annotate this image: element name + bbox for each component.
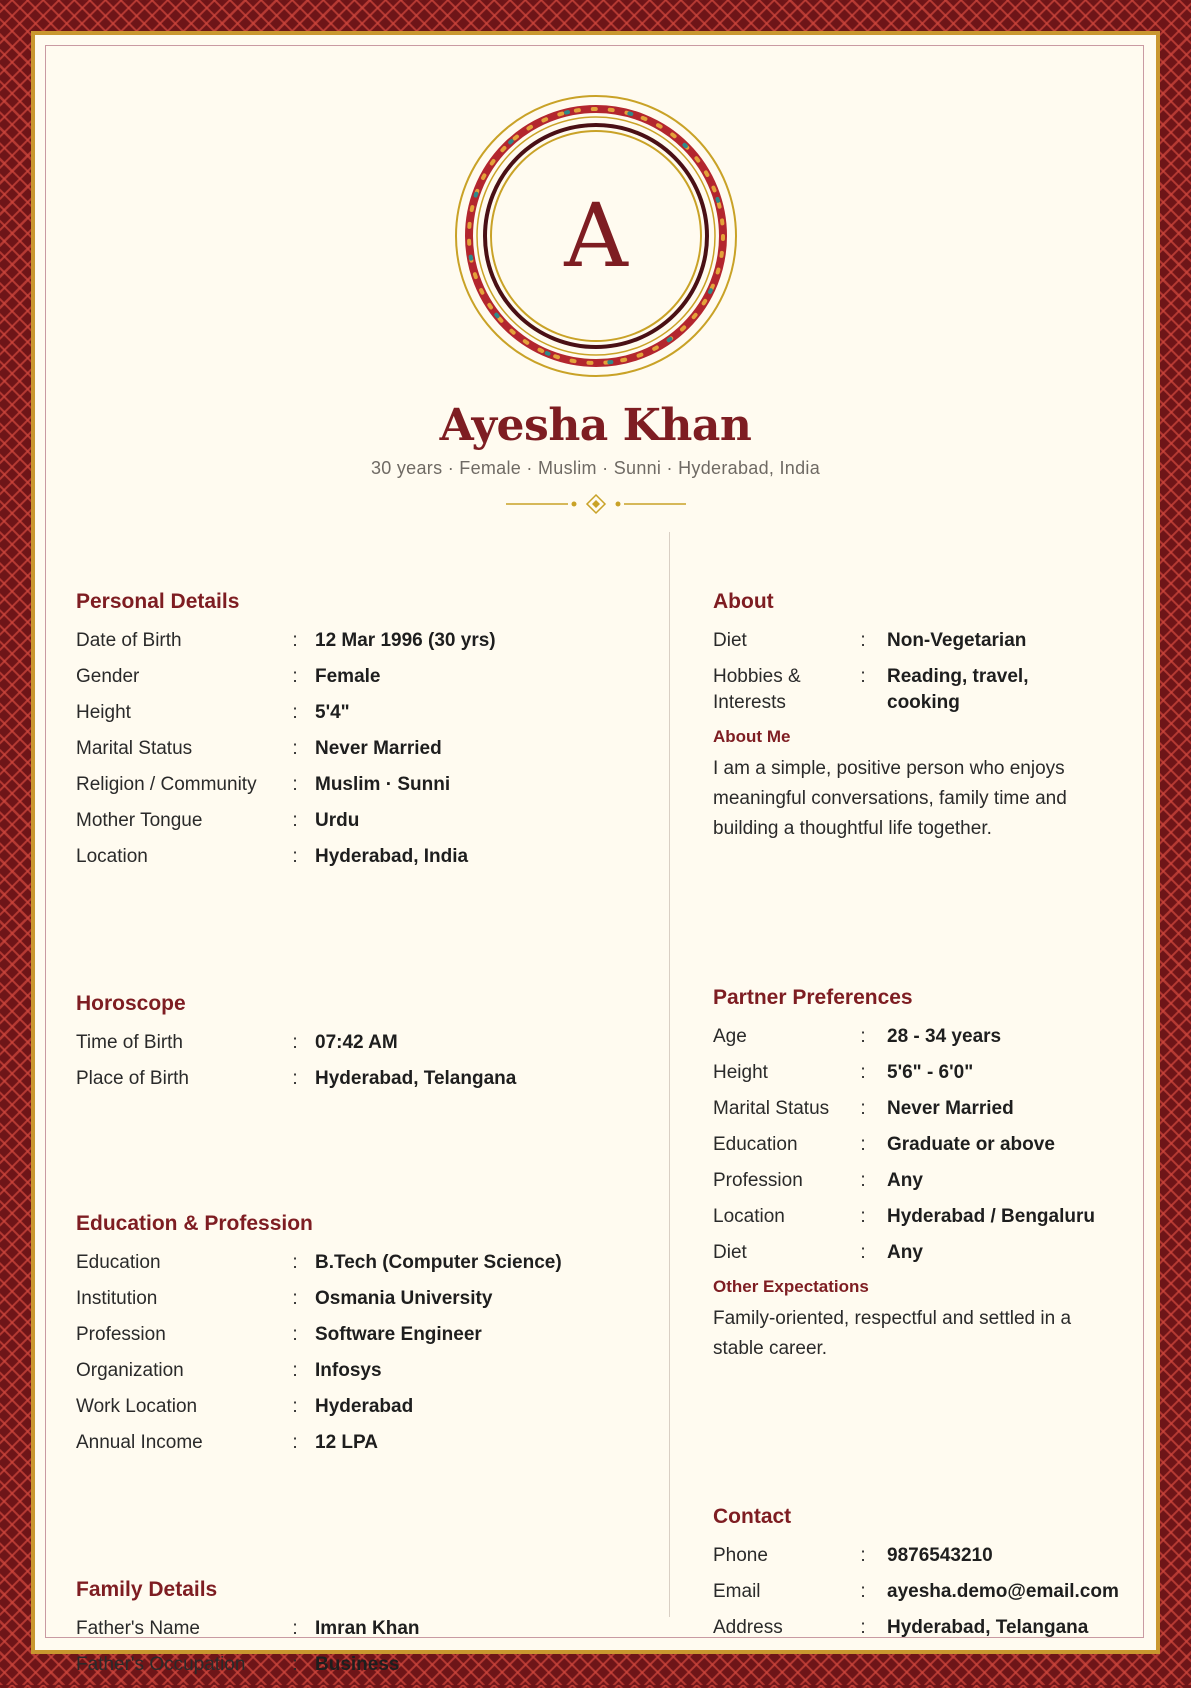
detail-row (713, 628, 1133, 654)
horoscope-section (76, 991, 616, 1102)
profile-name: Ayesha Khan (439, 400, 752, 451)
detail-value: Never Married (315, 738, 442, 759)
detail-label: Annual Income (76, 1432, 203, 1453)
detail-value: 5'6" - 6'0" (887, 1062, 974, 1083)
detail-colon: : (292, 738, 298, 759)
detail-value: Non-Vegetarian (887, 630, 1027, 651)
detail-label: Diet (713, 630, 747, 651)
detail-row (713, 1579, 1133, 1605)
detail-colon: : (860, 1617, 866, 1638)
column-divider (669, 532, 670, 1617)
detail-row (76, 1652, 616, 1678)
detail-value: Osmania University (315, 1288, 493, 1309)
detail-colon: : (292, 1618, 298, 1639)
detail-label: Hobbies & Interests (713, 666, 801, 713)
detail-colon: : (860, 1581, 866, 1602)
detail-row (76, 1286, 616, 1312)
detail-value: Never Married (887, 1098, 1014, 1119)
detail-colon: : (860, 1062, 866, 1083)
detail-row (76, 1066, 616, 1092)
detail-colon: : (860, 666, 866, 687)
detail-colon: : (860, 1026, 866, 1047)
detail-row (76, 844, 616, 870)
detail-label: Height (713, 1062, 768, 1083)
detail-label: Gender (76, 666, 140, 687)
detail-label: Diet (713, 1242, 747, 1263)
monogram-ring-icon (454, 94, 738, 378)
detail-row (76, 808, 616, 834)
detail-label: Time of Birth (76, 1032, 183, 1053)
detail-value: Imran Khan (315, 1618, 420, 1639)
detail-colon: : (860, 1134, 866, 1155)
detail-label: Father's Occupation (76, 1654, 246, 1675)
detail-row (713, 1024, 1133, 1050)
section-title: Family Details (76, 1578, 218, 1601)
detail-colon: : (292, 1360, 298, 1381)
detail-row (76, 628, 616, 654)
detail-value: Hyderabad / Bengaluru (887, 1206, 1095, 1227)
detail-value: Female (315, 666, 381, 687)
detail-label: Phone (713, 1545, 768, 1566)
detail-colon: : (292, 1252, 298, 1273)
detail-row (713, 1132, 1133, 1158)
education-profession-section (76, 1211, 616, 1466)
about-me-title: About Me (713, 727, 791, 746)
detail-colon: : (860, 1545, 866, 1566)
detail-value: Hyderabad, Telangana (315, 1068, 517, 1089)
detail-colon: : (292, 1288, 298, 1309)
detail-row (76, 736, 616, 762)
detail-colon: : (292, 1324, 298, 1345)
detail-value: Hyderabad (315, 1396, 414, 1417)
detail-value: 9876543210 (887, 1545, 993, 1566)
detail-label: Height (76, 702, 131, 723)
detail-label: Education (713, 1134, 798, 1155)
detail-row (76, 1358, 616, 1384)
detail-row (76, 1250, 616, 1276)
detail-value: 07:42 AM (315, 1032, 398, 1053)
detail-colon: : (292, 810, 298, 831)
detail-colon: : (292, 774, 298, 795)
detail-row (76, 772, 616, 798)
family-details-section (76, 1577, 616, 1688)
monogram-emblem (454, 94, 738, 378)
about-section (713, 589, 1133, 844)
profile-subtitle: 30 years · Female · Muslim · Sunni · Hyderabad, India (370, 458, 821, 478)
detail-label: Age (713, 1026, 747, 1047)
detail-row (76, 1394, 616, 1420)
section-title: Contact (713, 1505, 792, 1528)
detail-label: Place of Birth (76, 1068, 189, 1089)
other-expectations-text: Family-oriented, respectful and settled in a stable career. (713, 1308, 1072, 1359)
detail-value: Any (887, 1242, 923, 1263)
detail-row (713, 1168, 1133, 1194)
detail-colon: : (292, 1396, 298, 1417)
detail-row (76, 1616, 616, 1642)
detail-value: 12 LPA (315, 1432, 379, 1453)
detail-colon: : (292, 1432, 298, 1453)
detail-value: Software Engineer (315, 1324, 482, 1345)
detail-row (76, 664, 616, 690)
detail-row (713, 1096, 1133, 1122)
detail-value: Any (887, 1170, 923, 1191)
detail-value: Hyderabad, India (315, 846, 469, 867)
detail-value: 28 - 34 years (887, 1026, 1002, 1047)
monogram-initial: A (564, 184, 628, 287)
detail-value: Infosys (315, 1360, 382, 1381)
detail-label: Father's Name (76, 1618, 201, 1639)
section-title: Personal Details (76, 590, 240, 613)
detail-label: Address (713, 1617, 783, 1638)
ornamental-divider-icon (506, 494, 686, 514)
detail-label: Marital Status (76, 738, 193, 759)
detail-label: Religion / Community (76, 774, 257, 795)
detail-colon: : (860, 630, 866, 651)
detail-colon: : (860, 1098, 866, 1119)
detail-label: Profession (76, 1324, 166, 1345)
contact-section (713, 1504, 1133, 1651)
detail-label: Location (76, 846, 148, 867)
detail-row (76, 1322, 616, 1348)
detail-value: 12 Mar 1996 (30 yrs) (315, 630, 496, 651)
detail-colon: : (860, 1170, 866, 1191)
detail-value: Hyderabad, Telangana (887, 1617, 1089, 1638)
detail-label: Education (76, 1252, 161, 1273)
detail-value: ayesha.demo@email.com (887, 1581, 1119, 1602)
detail-row (713, 1060, 1133, 1086)
detail-row (713, 1615, 1133, 1641)
detail-value: Muslim · Sunni (315, 774, 451, 795)
detail-colon: : (292, 1032, 298, 1053)
section-title: About (713, 590, 774, 613)
other-expectations-title: Other Expectations (713, 1277, 869, 1296)
partner-preferences-section (713, 985, 1133, 1364)
detail-colon: : (860, 1206, 866, 1227)
detail-row (76, 700, 616, 726)
detail-label: Work Location (76, 1396, 198, 1417)
detail-label: Institution (76, 1288, 158, 1309)
detail-colon: : (292, 666, 298, 687)
detail-row (76, 1030, 616, 1056)
detail-colon: : (292, 630, 298, 651)
about-me-text: I am a simple, positive person who enjoys meaningful conversations, family time and building a thoughtful life together. (713, 758, 1067, 839)
detail-colon: : (292, 1654, 298, 1675)
detail-value: Graduate or above (887, 1134, 1055, 1155)
detail-row (713, 1543, 1133, 1569)
detail-label: Date of Birth (76, 630, 182, 651)
biodata-page (36, 36, 1155, 1675)
detail-label: Mother Tongue (76, 810, 203, 831)
detail-colon: : (860, 1242, 866, 1263)
detail-value: Urdu (315, 810, 360, 831)
detail-colon: : (292, 702, 298, 723)
detail-value: B.Tech (Computer Science) (315, 1252, 562, 1273)
detail-colon: : (292, 1068, 298, 1089)
detail-label: Organization (76, 1360, 184, 1381)
detail-label: Profession (713, 1170, 803, 1191)
detail-row (713, 1204, 1133, 1230)
section-title: Education & Profession (76, 1212, 313, 1235)
detail-label: Email (713, 1581, 761, 1602)
detail-row (713, 664, 1133, 716)
detail-colon: : (292, 846, 298, 867)
detail-label: Marital Status (713, 1098, 830, 1119)
section-title: Horoscope (76, 992, 186, 1015)
section-title: Partner Preferences (713, 986, 913, 1009)
personal-details-section (76, 589, 616, 880)
detail-value: Business (315, 1654, 400, 1675)
detail-row (713, 1240, 1133, 1266)
detail-row (76, 1430, 616, 1456)
detail-label: Location (713, 1206, 785, 1227)
detail-value: Reading, travel, cooking (887, 666, 1029, 713)
detail-value: 5'4" (315, 702, 350, 723)
